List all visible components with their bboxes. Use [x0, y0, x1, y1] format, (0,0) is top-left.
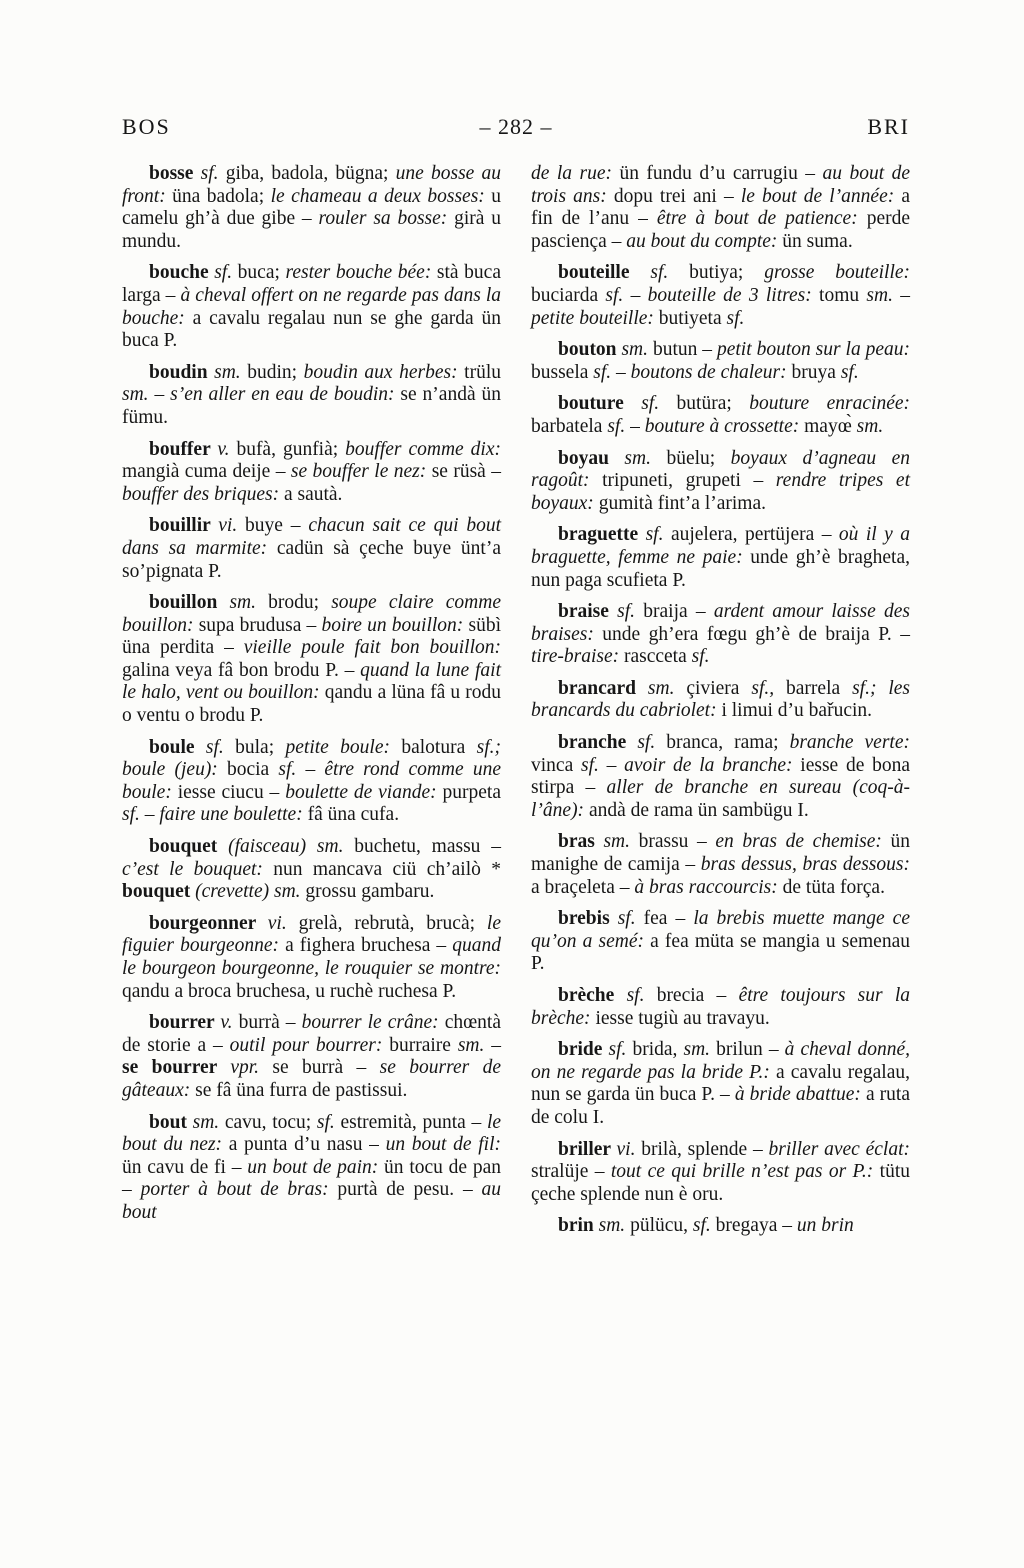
entry-text-segment: un bout de pain:: [247, 1156, 385, 1178]
entry-text-segment: brebis: [558, 908, 618, 930]
entry-text-segment: sm.: [856, 415, 884, 437]
entry-text-segment: sm.: [624, 447, 667, 469]
header-page-number: – 282 –: [479, 114, 553, 139]
entry-text-segment: –: [305, 759, 325, 781]
entry-text-segment: aujelera, pertüjera –: [670, 524, 839, 546]
entry-text-segment: rendre tripes et boyaux:: [531, 470, 911, 514]
entry-text-segment: gumità fint’a l’arima.: [598, 492, 766, 514]
entry-text-segment: trülu: [464, 361, 501, 383]
entry-text-segment: u camelu gh’à due gibe –: [122, 185, 501, 230]
entry-bourrer: [122, 1012, 501, 1102]
entry-text-segment: mangià cuma deije –: [122, 461, 291, 483]
entry-text-segment: grelà, rebrutà, brucà;: [298, 912, 487, 934]
entry-text-segment: en bras de chemise:: [715, 831, 891, 853]
two-column-text: [122, 163, 910, 1247]
entry-text-segment: être rond comme une boule:: [122, 759, 501, 803]
entry-text-segment: braija –: [643, 601, 714, 623]
entry-text-segment: vi.: [218, 515, 246, 537]
entry-text-segment: boudin: [149, 361, 215, 383]
entry-text-segment: bouture à crossette:: [644, 415, 805, 437]
entry-text-segment: bras dessus, bras dessous:: [700, 854, 910, 876]
entry-text-segment: tomu: [819, 284, 867, 306]
entry-text-segment: sf.: [200, 163, 226, 184]
entry-text-segment: sf.: [205, 736, 236, 758]
entry-bosse: [122, 163, 501, 253]
entry-text-segment: branche verte:: [789, 732, 910, 754]
entry-text-segment: buchetu, massu –: [354, 836, 501, 858]
entry-text-segment: sf.: [617, 601, 644, 623]
header-guideword-left: BOS: [122, 114, 171, 139]
entry-text-segment: s’en aller en eau de boudin:: [170, 384, 401, 406]
entry-text-segment: avoir de la branche:: [624, 754, 801, 776]
entry-text-segment: se fâ üna furra de pastissui.: [195, 1079, 408, 1101]
entry-text-segment: bouquet: [122, 881, 196, 903]
entry-text-segment: branche: [558, 732, 638, 754]
entry-text-segment: sf.: [214, 262, 238, 284]
entry-text-segment: à cheval donné, on ne regarde pas la bride P.:: [531, 1039, 910, 1083]
page-content: [122, 114, 910, 1247]
entry-text-segment: être toujours sur la brèche:: [531, 985, 910, 1029]
entry-text-segment: braise: [558, 601, 618, 623]
entry-text-segment: sf.: [607, 415, 631, 437]
entry-text-segment: de la rue:: [531, 163, 620, 184]
column-left: [122, 163, 501, 1247]
entry-text-segment: purpeta: [442, 781, 501, 803]
entry-text-segment: fâ üna cufa.: [307, 804, 400, 826]
entry-text-segment: aller de branche en sureau (coq-à-l’âne):: [531, 777, 910, 821]
entry-text-segment: au bout: [122, 1179, 502, 1223]
entry-text-segment: çiviera: [686, 677, 752, 699]
entry-text-segment: bruya: [791, 361, 841, 383]
entry-text-segment: bula;: [235, 736, 286, 758]
entry-text-segment: a braçeleta –: [531, 876, 635, 898]
entry-text-segment: grosse bouteille:: [764, 262, 911, 284]
entry-text-segment: chacun sait ce qui bout dans sa marmite:: [122, 515, 502, 559]
entry-text-segment: brilà, splende –: [641, 1138, 769, 1160]
entry-text-segment: iesse ciucu –: [177, 781, 286, 803]
entry-text-segment: rouler sa bosse:: [318, 208, 455, 230]
entry-text-segment: qandu a lüna fâ u rodu o ventu o brodu P.: [122, 682, 501, 727]
entry-text-segment: de tüta força.: [782, 876, 885, 898]
entry-text-segment: à bras raccourcis:: [634, 876, 783, 898]
entry-text-segment: le chameau a deux bosses:: [270, 185, 492, 207]
entry-text-segment: vi.: [616, 1138, 642, 1160]
entry-text-segment: sm.: [192, 1111, 225, 1133]
entry-bouche: [122, 262, 501, 352]
entry-text-segment: sf.; boule (jeu):: [122, 736, 501, 781]
entry-text-segment: unde gh’era fœgu gh’è de braija P. –: [602, 623, 910, 645]
entry-text-segment: sf.: [278, 759, 306, 781]
entry-text-segment: unde gh’è bragheta, nun paga scufieta P.: [531, 546, 910, 591]
entry-text-segment: mayœ̀: [804, 415, 857, 437]
entry-brin: [531, 1215, 910, 1238]
entry-text-segment: boudin aux herbes:: [303, 361, 465, 383]
entry-text-segment: à cheval offert on ne regarde pas dans la bouche:: [122, 284, 502, 329]
entry-text-segment: brèche: [558, 985, 627, 1006]
entry-text-segment: briller avec éclat:: [768, 1138, 910, 1160]
entry-text-segment: (crevette) sm.: [195, 881, 306, 903]
entry-text-segment: burrà –: [238, 1012, 302, 1034]
entry-text-segment: sm.: [683, 1039, 717, 1061]
header-guideword-right: BRI: [867, 114, 911, 139]
entry-brebis: [531, 908, 910, 976]
entry-text-segment: dopu trei ani –: [613, 185, 741, 207]
entry-bouteille: [531, 262, 910, 330]
entry-text-segment: a fin de l’anu –: [531, 185, 910, 230]
entry-continuation-bout: [531, 163, 910, 253]
entry-text-segment: a ruta de colu I.: [531, 1084, 910, 1128]
entry-bouture: [531, 393, 910, 438]
entry-text-segment: sf.: [726, 307, 745, 329]
entry-text-segment: sf.: [608, 1039, 633, 1061]
entry-text-segment: vi.: [267, 912, 299, 934]
entry-text-segment: bout: [149, 1111, 193, 1133]
entry-text-segment: bouture: [558, 393, 642, 415]
entry-text-segment: quand le bourgeon bourgeonne, le rouquier se montre:: [122, 935, 502, 979]
entry-text-segment: tire-braise:: [531, 646, 624, 668]
entry-text-segment: sf.: [626, 985, 657, 1006]
entry-text-segment: a cavalu regalau, nun se garda ün buca P. –: [531, 1061, 910, 1106]
entry-text-segment: bouteille: [558, 262, 651, 284]
entry-text-segment: –: [154, 384, 171, 406]
entry-text-segment: une bosse au front:: [122, 163, 501, 207]
entry-text-segment: le bout de l’année:: [740, 185, 902, 207]
entry-text-segment: sf.: [637, 732, 667, 754]
entry-text-segment: bouillir: [149, 515, 219, 537]
entry-text-segment: se burrà –: [272, 1057, 380, 1079]
entry-text-segment: boire un bouillon:: [321, 614, 469, 636]
entry-text-segment: a sautà.: [283, 483, 343, 505]
entry-text-segment: sm.: [598, 1215, 631, 1237]
entry-text-segment: andà de rama ün sambügu I.: [588, 799, 809, 821]
entry-text-segment: v.: [217, 438, 237, 460]
entry-text-segment: bufà, gunfià;: [236, 438, 346, 460]
entry-text-segment: boutons de chaleur:: [630, 361, 792, 383]
entry-text-segment: bouillon: [149, 592, 230, 614]
entry-brancard: [531, 678, 910, 723]
entry-text-segment: tout ce qui brille n’est pas or P.:: [610, 1161, 880, 1183]
entry-text-segment: bouquet: [149, 836, 229, 858]
entry-text-segment: brodu;: [268, 592, 332, 614]
entry-text-segment: bouteille de 3 litres:: [647, 284, 820, 306]
entry-text-segment: se bouffer le nez:: [290, 461, 432, 483]
entry-text-segment: sm.: [603, 831, 639, 853]
entry-text-segment: bouche: [149, 262, 215, 284]
page-header: [122, 114, 910, 140]
entry-text-segment: rester bouche bée:: [285, 262, 437, 284]
entry-text-segment: tripuneti, grupeti –: [602, 470, 776, 492]
entry-text-segment: chœntà de storie a –: [122, 1012, 501, 1056]
entry-text-segment: ardent amour laisse des braises:: [531, 601, 910, 645]
entry-text-segment: où il y a braguette, femme ne paie:: [531, 524, 910, 568]
entry-text-segment: –: [144, 804, 160, 826]
entry-text-segment: buye –: [245, 515, 309, 537]
column-right: [531, 163, 910, 1247]
entry-text-segment: balotura: [401, 736, 477, 758]
entry-text-segment: se bourrer: [122, 1057, 231, 1079]
entry-text-segment: se n’andà ün fümu.: [122, 384, 502, 428]
entry-text-segment: ün cavu de fi –: [122, 1156, 248, 1178]
entry-text-segment: brassu –: [638, 831, 716, 853]
entry-text-segment: vpr.: [230, 1057, 273, 1079]
entry-text-segment: iesse de bona stirpa –: [531, 754, 910, 799]
entry-text-segment: sf.: [641, 393, 677, 415]
entry-text-segment: a punta d’u nasu –: [228, 1134, 386, 1156]
entry-text-segment: bocia: [226, 759, 279, 781]
entry-text-segment: être à bout de patience:: [656, 208, 867, 230]
entry-bouquet: [122, 836, 501, 904]
entry-text-segment: a fighera bruchesa –: [285, 935, 453, 957]
entry-text-segment: vinca: [531, 754, 581, 776]
entry-boyau: [531, 448, 910, 516]
entry-text-segment: faire une boulette:: [159, 804, 308, 826]
entry-text-segment: –: [900, 284, 910, 306]
entry-text-segment: sm.: [647, 677, 687, 699]
entry-braguette: [531, 524, 910, 592]
entry-text-segment: –: [630, 284, 648, 306]
entry-text-segment: sm.: [122, 384, 155, 406]
entry-text-segment: bourrer: [149, 1012, 221, 1034]
entry-text-segment: butüra;: [676, 393, 750, 415]
entry-text-segment: le bout du nez:: [122, 1111, 502, 1156]
entry-text-segment: bosse: [149, 163, 201, 184]
entry-text-segment: butiyeta: [658, 307, 727, 329]
entry-text-segment: pülücu,: [630, 1215, 693, 1237]
entry-text-segment: cadün sà çeche buye ünt’a so’pignata P.: [122, 537, 501, 582]
entry-text-segment: brilun –: [716, 1039, 785, 1061]
entry-text-segment: v.: [220, 1012, 239, 1034]
entry-text-segment: brin: [558, 1215, 599, 1237]
entry-text-segment: ün tocu de pan –: [122, 1156, 501, 1201]
entry-text-segment: ün fundu d’u carrugiu –: [619, 163, 823, 184]
entry-text-segment: buciarda: [531, 284, 606, 306]
entry-text-segment: au bout de trois ans:: [531, 163, 911, 207]
entry-text-segment: bregaya –: [715, 1215, 797, 1237]
entry-text-segment: budin;: [247, 361, 304, 383]
entry-text-segment: petit bouton sur la peau:: [716, 339, 911, 361]
entry-text-segment: c’est le bouquet:: [122, 858, 274, 880]
entry-text-segment: bussela: [531, 361, 594, 383]
entry-text-segment: bouton: [558, 339, 622, 361]
entry-text-segment: outil pour bourrer:: [229, 1034, 390, 1056]
entry-text-segment: i limui d’u bařucin.: [721, 700, 873, 722]
entry-text-segment: ün suma.: [782, 230, 853, 252]
entry-text-segment: braguette: [558, 524, 646, 546]
entry-text-segment: boyaux d’agneau en ragoût:: [531, 447, 910, 492]
entry-text-segment: sf.: [617, 908, 644, 930]
entry-boule: [122, 737, 501, 827]
entry-text-segment: sm.: [214, 361, 248, 383]
entry-text-segment: sf.: [122, 804, 145, 826]
entry-text-segment: cavu, tocu;: [224, 1111, 317, 1133]
entry-briller: [531, 1139, 910, 1207]
entry-text-segment: stà buca larga –: [122, 262, 501, 306]
entry-text-segment: se rüsà –: [431, 461, 501, 483]
entry-text-segment: qandu a broca bruchesa, u ruchè ruchesa P.: [122, 980, 457, 1002]
entry-text-segment: sf.: [605, 284, 631, 306]
entry-text-segment: butun –: [652, 339, 717, 361]
entry-text-segment: au bout du compte:: [626, 230, 783, 252]
entry-text-segment: barrela: [786, 677, 853, 699]
entry-bride: [531, 1039, 910, 1129]
entry-text-segment: un brin: [796, 1215, 854, 1237]
entry-text-segment: petite boule:: [285, 736, 402, 758]
entry-text-segment: sf.: [650, 262, 690, 284]
entry-text-segment: rascceta: [623, 646, 692, 668]
entry-text-segment: quand la lune fait le halo, vent ou bouillon:: [122, 659, 501, 704]
entry-text-segment: fea –: [643, 908, 694, 930]
entry-text-segment: bourrer le crâne:: [301, 1012, 445, 1034]
entry-text-segment: ün manighe de camija –: [531, 831, 910, 876]
entry-text-segment: sf.; les brancards du cabriolet:: [531, 677, 911, 722]
entry-text-segment: branca, rama;: [666, 732, 790, 754]
entry-text-segment: giba, badola, bügna;: [225, 163, 396, 184]
entry-text-segment: bouffer comme dix:: [345, 438, 501, 460]
entry-text-segment: –: [616, 361, 631, 383]
entry-text-segment: brida,: [632, 1039, 684, 1061]
entry-text-segment: sf.: [645, 524, 671, 546]
entry-text-segment: sf.: [316, 1111, 341, 1133]
entry-text-segment: buca;: [237, 262, 286, 284]
entry-text-segment: brancard: [558, 677, 648, 699]
entry-text-segment: le figuier bourgeonne:: [122, 912, 501, 957]
entry-text-segment: un bout de fil:: [385, 1134, 502, 1156]
entry-text-segment: stralüje –: [531, 1161, 611, 1183]
entry-text-segment: sf.: [691, 646, 710, 668]
entry-text-segment: sf.: [840, 361, 859, 383]
entry-text-segment: sm.: [866, 284, 901, 306]
entry-bouillon: [122, 592, 501, 728]
entry-text-segment: barbatela: [531, 415, 608, 437]
entry-text-segment: –: [606, 754, 625, 776]
entry-text-segment: se bourrer de gâteaux:: [122, 1057, 501, 1101]
entry-bouillir: [122, 515, 501, 583]
entry-text-segment: tütu çeche splende nun è oru.: [531, 1161, 910, 1205]
entry-branche: [531, 732, 910, 822]
entry-text-segment: petite bouteille:: [531, 307, 659, 329]
entry-text-segment: grossu gambaru.: [305, 881, 435, 903]
entry-text-segment: supa brudusa –: [198, 614, 322, 636]
entry-text-segment: la brebis muette mange ce qu’on a semé:: [531, 908, 910, 952]
entry-text-segment: butiya;: [689, 262, 765, 284]
entry-text-segment: perde pasciença –: [531, 208, 910, 252]
entry-text-segment: porter à bout de bras:: [140, 1179, 338, 1201]
entry-text-segment: (faisceau) sm.: [228, 836, 355, 858]
entry-text-segment: boule: [149, 736, 206, 758]
entry-text-segment: üna badola;: [172, 185, 271, 207]
entry-text-segment: sf.: [692, 1215, 716, 1237]
entry-text-segment: purtà de pesu. –: [337, 1179, 482, 1201]
entry-bras: [531, 831, 910, 899]
entry-bouffer: [122, 439, 501, 507]
entry-bourgeonner: [122, 913, 501, 1003]
entry-text-segment: bride: [558, 1039, 609, 1061]
entry-text-segment: sf.: [593, 361, 617, 383]
entry-text-segment: –: [630, 415, 645, 437]
entry-text-segment: sm.: [621, 339, 653, 361]
entry-text-segment: estremità, punta –: [340, 1111, 487, 1133]
entry-text-segment: brecia –: [656, 985, 739, 1006]
entry-text-segment: boyau: [558, 447, 625, 469]
entry-text-segment: vieille poule fait bon bouillon:: [243, 637, 501, 659]
entry-text-segment: a fea müta se mangia u semenau P.: [531, 930, 910, 975]
entry-text-segment: iesse tugiù au travayu.: [595, 1007, 770, 1029]
entry-text-segment: briller: [558, 1138, 617, 1160]
entry-text-segment: bouffer: [149, 438, 218, 460]
entry-bouton: [531, 339, 910, 384]
entry-text-segment: –: [491, 1034, 501, 1056]
entry-text-segment: bras: [558, 831, 604, 853]
entry-text-segment: bourgeonner: [149, 912, 268, 934]
entry-text-segment: sf.: [580, 754, 607, 776]
entry-text-segment: boulette de viande:: [285, 781, 443, 803]
entry-text-segment: soupe claire comme bouillon:: [122, 592, 501, 636]
entry-text-segment: à bride abattue:: [734, 1084, 866, 1106]
entry-text-segment: büelu;: [666, 447, 731, 469]
entry-text-segment: a cavalu regalau nun se ghe garda ün buca P.: [122, 307, 501, 352]
entry-boudin: [122, 362, 501, 430]
entry-text-segment: girà u mundu.: [122, 208, 501, 252]
entry-braise: [531, 601, 910, 669]
entry-text-segment: bouffer des briques:: [122, 483, 284, 505]
entry-text-segment: galina veya fâ bon brodu P. –: [122, 659, 361, 681]
entry-text-segment: sm.: [229, 592, 269, 614]
entry-bout: [122, 1112, 501, 1225]
entry-text-segment: bouture enracinée:: [749, 393, 910, 415]
entry-text-segment: burraire: [389, 1034, 458, 1056]
entry-text-segment: sf.,: [751, 677, 787, 699]
entry-text-segment: nun mancava ciü ch’ailò *: [273, 858, 502, 880]
entry-text-segment: sübì üna perdita –: [122, 614, 501, 659]
entry-text-segment: sm.: [457, 1034, 492, 1056]
entry-brèche: [531, 985, 910, 1030]
